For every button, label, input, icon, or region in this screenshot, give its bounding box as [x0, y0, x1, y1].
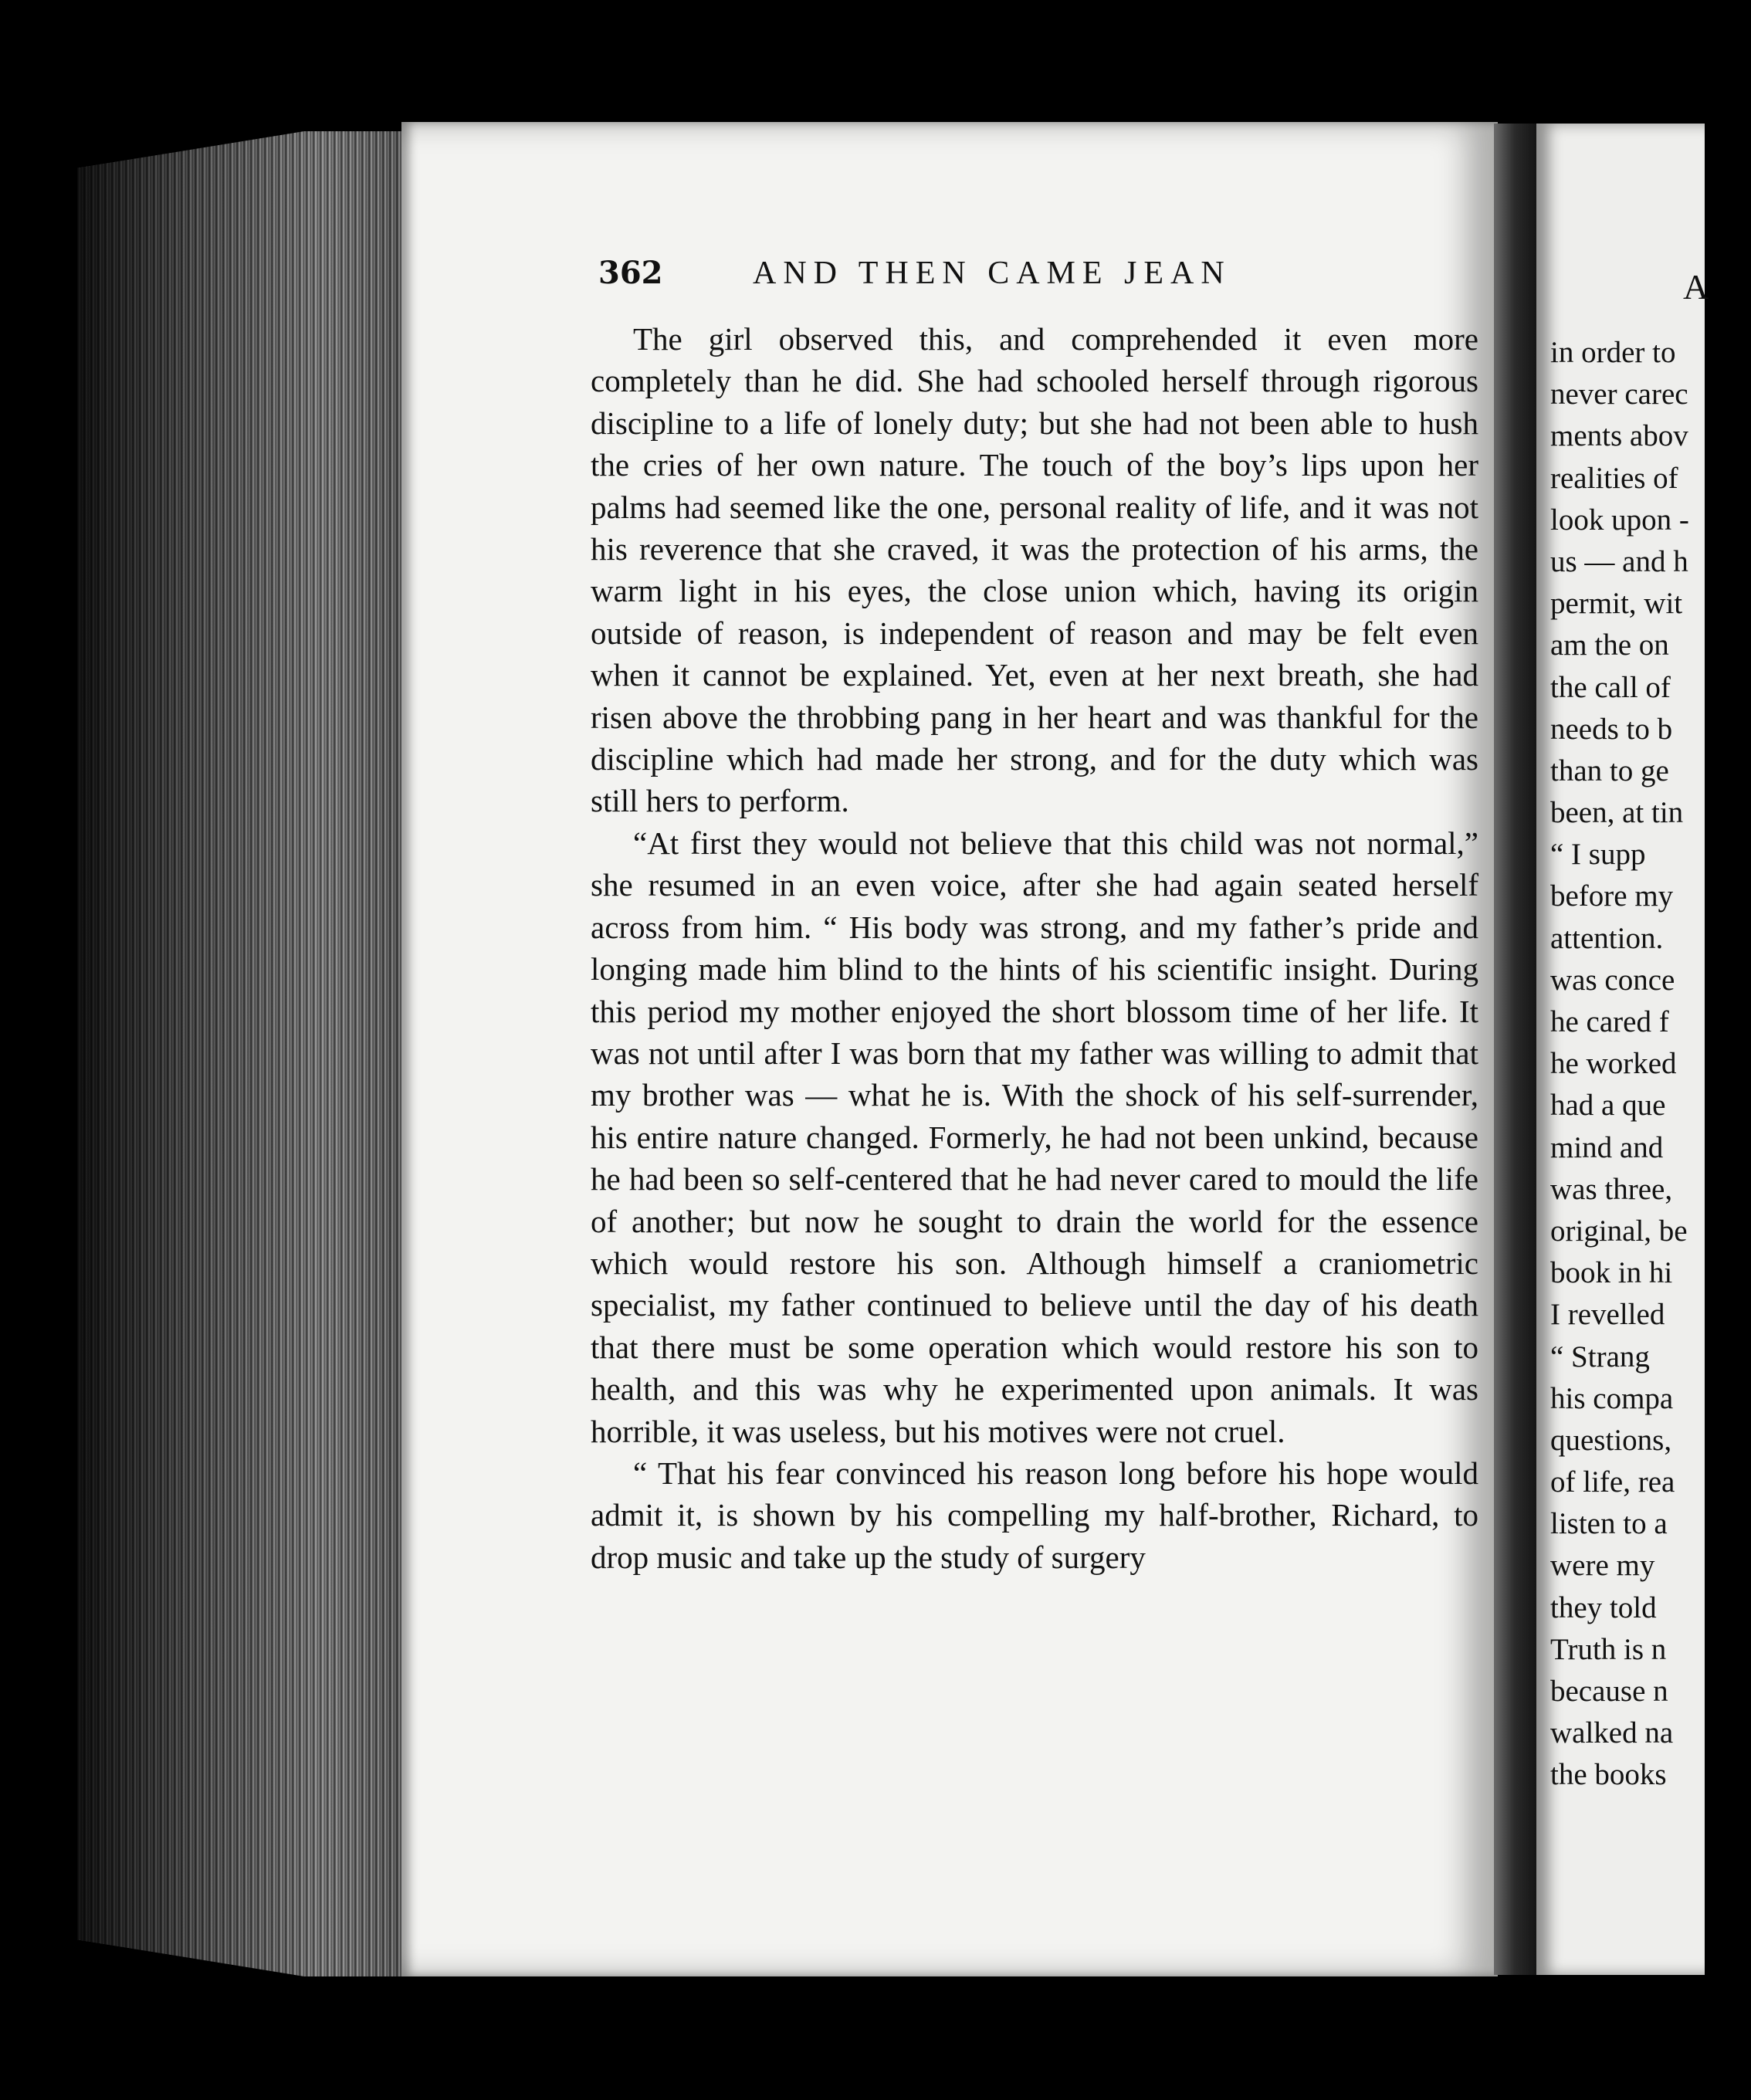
body-text — [591, 318, 1478, 1578]
facing-page-text — [1550, 332, 1751, 1797]
facing-line: the books — [1550, 1758, 1667, 1792]
paragraph: The girl observed this, and comprehended it even more completely than he did. She had schooled herself through rigorous discipline to a life of lonely duty; but she had not been able to hush the cries of her own nature. The touch of the boy’s lips upon her palms had seemed like the one, personal reality of life, and it was not his reverence that she craved, it was the protection of his arms, the warm light in his eyes, the close union which, having its origin outside of reason, is independent of reason and may be felt even when it cannot be explained. Yet, even at her next breath, she had risen above the throbbing pang in her heart and was thankful for the discipline which had made her strong, and for the duty which was still hers to perform. — [591, 321, 1478, 819]
facing-line: “ Strang — [1550, 1340, 1650, 1373]
facing-line: attention. — [1550, 921, 1664, 955]
facing-line: because n — [1550, 1675, 1668, 1708]
facing-line: original, be — [1550, 1214, 1688, 1248]
facing-line: he worked — [1550, 1047, 1677, 1081]
facing-line: walked na — [1550, 1716, 1674, 1750]
facing-line: of life, rea — [1550, 1465, 1675, 1499]
facing-line: was conce — [1550, 963, 1675, 997]
facing-line: been, at tin — [1550, 796, 1684, 830]
running-head — [598, 255, 1471, 301]
facing-line: am the on — [1550, 628, 1669, 662]
facing-line: questions, — [1550, 1423, 1672, 1457]
facing-line: I revelled — [1550, 1298, 1665, 1332]
facing-line: they told — [1550, 1590, 1657, 1624]
facing-line: were my — [1550, 1549, 1655, 1583]
page-title: AND THEN CAME JEAN — [753, 256, 1231, 291]
facing-line: needs to b — [1550, 712, 1673, 746]
book-page-edges-shadow — [77, 131, 401, 1976]
facing-line: he cared f — [1550, 1005, 1669, 1038]
facing-line: had a que — [1550, 1089, 1666, 1123]
facing-line: book in hi — [1550, 1256, 1673, 1290]
facing-line: permit, wit — [1550, 587, 1683, 621]
facing-line: “ I supp — [1550, 838, 1646, 872]
facing-line: Truth is n — [1550, 1632, 1667, 1666]
facing-line: his compa — [1550, 1381, 1674, 1415]
facing-line: us — and h — [1550, 544, 1688, 578]
facing-line: was three, — [1550, 1172, 1673, 1206]
facing-line: before my — [1550, 879, 1674, 913]
facing-line: realities of — [1550, 461, 1678, 495]
facing-line: ments abov — [1550, 419, 1688, 453]
paragraph: “ That his fear convinced his reason long before his hope would admit it, is shown by his compelling my half-brother, Richard, to drop music and take up the study of surgery — [591, 1455, 1478, 1575]
page-number: 362 — [598, 255, 663, 291]
facing-line: look upon - — [1550, 503, 1689, 537]
facing-line: listen to a — [1550, 1507, 1668, 1541]
book-gutter — [1494, 124, 1540, 1975]
paragraph: “At first they would not believe that this child was not normal,” she resumed in an even voice, after she had again seated herself across from him. “ His body was strong, and my father’s pride and longing made him blind to the hints of his scientific insight. During this period my mother enjoyed the short blossom time of her life. It was not until after I was born that my father was willing to admit that my brother was — what he is. With the shock of his self-surrender, his entire nature changed. Formerly, he had not been unkind, because he had been so self-centered that he had never cared to mould the life of another; but now he sought to drain the world for the essence which would restore his son. Although himself a craniometric specialist, my father continued to believe until the day of his death that there must be some operation which would restore his son to health, and this was why he experimented upon animals. It was horrible, it was useless, but his motives were not cruel. — [591, 825, 1478, 1449]
facing-line: never carec — [1550, 378, 1688, 412]
facing-line: than to ge — [1550, 754, 1669, 788]
facing-line: mind and — [1550, 1130, 1664, 1164]
facing-line: the call of — [1550, 670, 1671, 704]
facing-line: in order to — [1550, 336, 1676, 369]
facing-page-head: A — [1683, 267, 1709, 307]
